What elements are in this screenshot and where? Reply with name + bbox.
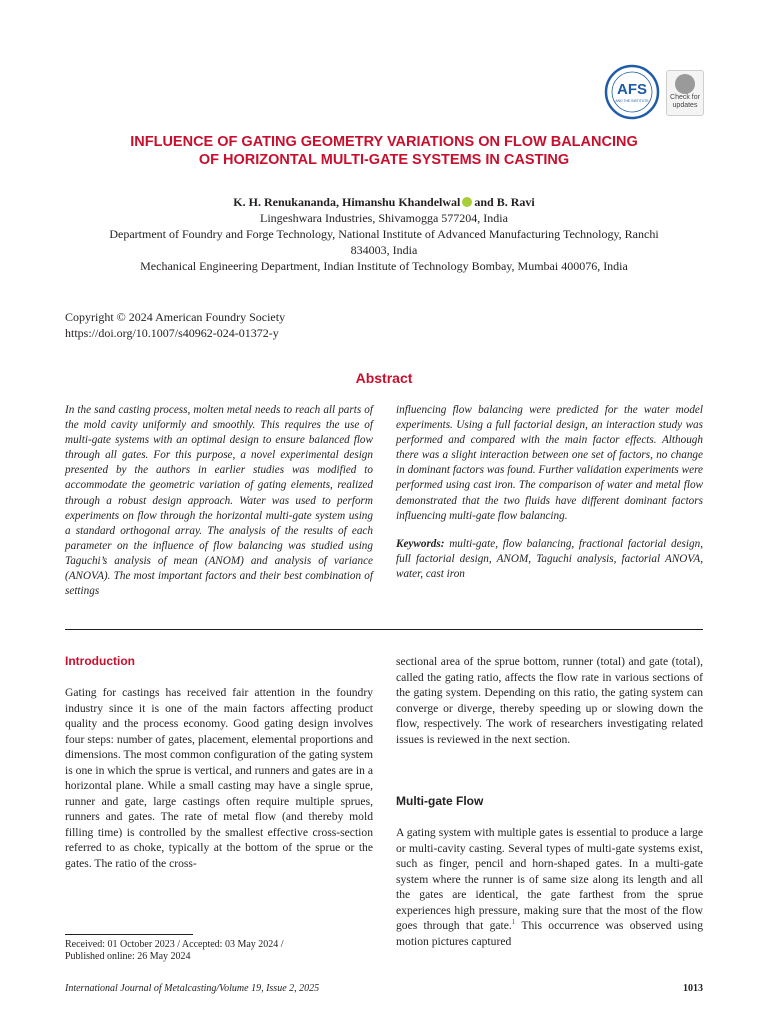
abstract-divider: [65, 629, 703, 630]
abstract-heading: Abstract: [355, 370, 413, 386]
abstract-right-text: influencing flow balancing were predicted for the water model experiments. Using a full factorial design, an interaction study was performed and compared with the main factor effects. Although there was a slight interaction between one set of factors, no change in dominant factors was found. Further validation experiments were performed using cast iron. The comparison of water and metal flow demonstrated that the two fluids have different dominant factors influencing multi-gate flow balancing.: [396, 404, 703, 522]
check-updates-line1: Check for: [670, 94, 700, 101]
received-footnote: [65, 939, 284, 963]
body-right-top-text: sectional area of the sprue bottom, runner (total) and gate (total), called the gating ratio, affects the flow rate in various sections of the gating system. Depending on this ratio, the gating system can converge or diverge, thereby speeding up or slowing down the flow, respectively. The work of researchers investigating related issues is reviewed in the next section.: [396, 655, 703, 746]
multigate-text-b: This occurrence was observed using motion pictures captured: [396, 919, 704, 948]
doi-link[interactable]: https://doi.org/10.1007/s40962-024-01372-y: [65, 326, 279, 340]
afs-logo-text: AFS: [617, 81, 647, 98]
check-updates-line2: updates: [672, 102, 698, 109]
multigate-heading: Multi-gate Flow: [396, 794, 484, 808]
author-names-a: K. H. Renukananda, Himanshu Khandelwal: [233, 195, 461, 209]
affiliation-2-cont: 834003, India: [350, 243, 418, 257]
orcid-icon[interactable]: [462, 197, 472, 207]
keywords-list: multi-gate, flow balancing, fractional factorial design, full factorial design, ANOM, Taguchi analysis, factorial ANOVA, water, cast iron: [396, 537, 704, 580]
title-line-2: OF HORIZONTAL MULTI-GATE SYSTEMS IN CASTING: [198, 152, 570, 168]
affiliation-1: Lingeshwara Industries, Shivamogga 577204, India: [260, 211, 508, 225]
keywords-label: Keywords:: [396, 537, 445, 550]
footnote-line-2: Published online: 26 May 2024: [65, 951, 191, 962]
paper-title: [40, 133, 728, 169]
copyright-block: [65, 309, 285, 341]
check-for-updates-badge[interactable]: [666, 70, 704, 116]
reference-1[interactable]: 1: [511, 918, 516, 926]
author-names: [60, 194, 708, 210]
authors-block: [60, 194, 708, 274]
afs-logo: [600, 62, 666, 122]
introduction-heading: Introduction: [65, 654, 135, 668]
affiliation-2: Department of Foundry and Forge Technology, National Institute of Advanced Manufacturing Technology, Ranchi: [109, 227, 659, 241]
refresh-icon: [675, 74, 695, 94]
title-line-1: INFLUENCE OF GATING GEOMETRY VARIATIONS ON FLOW BALANCING: [130, 134, 638, 150]
abstract-right-column: [396, 403, 703, 582]
author-names-b: and B. Ravi: [474, 195, 535, 209]
copyright-line: Copyright © 2024 American Foundry Society: [65, 310, 286, 324]
introduction-text: Gating for castings has received fair attention in the foundry industry since it is one of the main factors affecting product quality and the process economy. Good gating design involves four steps: number of gates, placement, elemental proportions and dimensions. The most common configuration of the gating system is one in which the sprue is vertical, and runners and gates are in a horizontal plane. While a small casting may have a single sprue, runner and gate, large castings often require multiple sprues, runners and gates. The rate of metal flow (and thereby mold filling time) is controlled by the smallest effective cross-section referred to as choke, typically at the bottom of the sprue or the gates. The ratio of the cross-: [65, 686, 373, 870]
page-number: 1013: [683, 983, 703, 994]
afs-logo-tagline: AND THE INSTITUTE: [615, 99, 649, 103]
multigate-text-a: A gating system with multiple gates is essential to produce a large or multi-cavity casting. Several types of multi-gate systems exist, such as finger, pencil and horn-shaped gates. In a multi-gate system where the runner is of same size along its length and all the gates are identical, the gate farthest from the sprue experiences high pressure, making sure that the most of the flow goes through that gate.: [396, 826, 703, 932]
affiliation-3: Mechanical Engineering Department, Indian Institute of Technology Bombay, Mumbai 400076, India: [140, 259, 628, 273]
footnote-divider: [65, 934, 193, 935]
keywords: [396, 537, 703, 582]
footnote-line-1: Received: 01 October 2023 / Accepted: 03 May 2024 /: [65, 939, 284, 950]
journal-footer: International Journal of Metalcasting/Volume 19, Issue 2, 2025: [65, 983, 320, 994]
abstract-left-column: In the sand casting process, molten metal needs to reach all parts of the mold cavity uniformly and smoothly. This requires the use of multi-gate systems with an optimal design to ensure balanced flow through all gates. For this purpose, a novel experimental design presented by the authors in earlier studies was modified to accommodate the geometric variation of gating elements, realized through a robust design approach. Water was used to perform experiments on flow through the horizontal multi-gate system using a standard orthogonal array. The analysis of the results of each parameter on the influence of flow balancing was studied using Taguchi’s analysis of mean (ANOM) and analysis of variance (ANOVA). The most important factors and their best combination of settings: [65, 404, 373, 598]
multigate-text: [396, 825, 703, 949]
